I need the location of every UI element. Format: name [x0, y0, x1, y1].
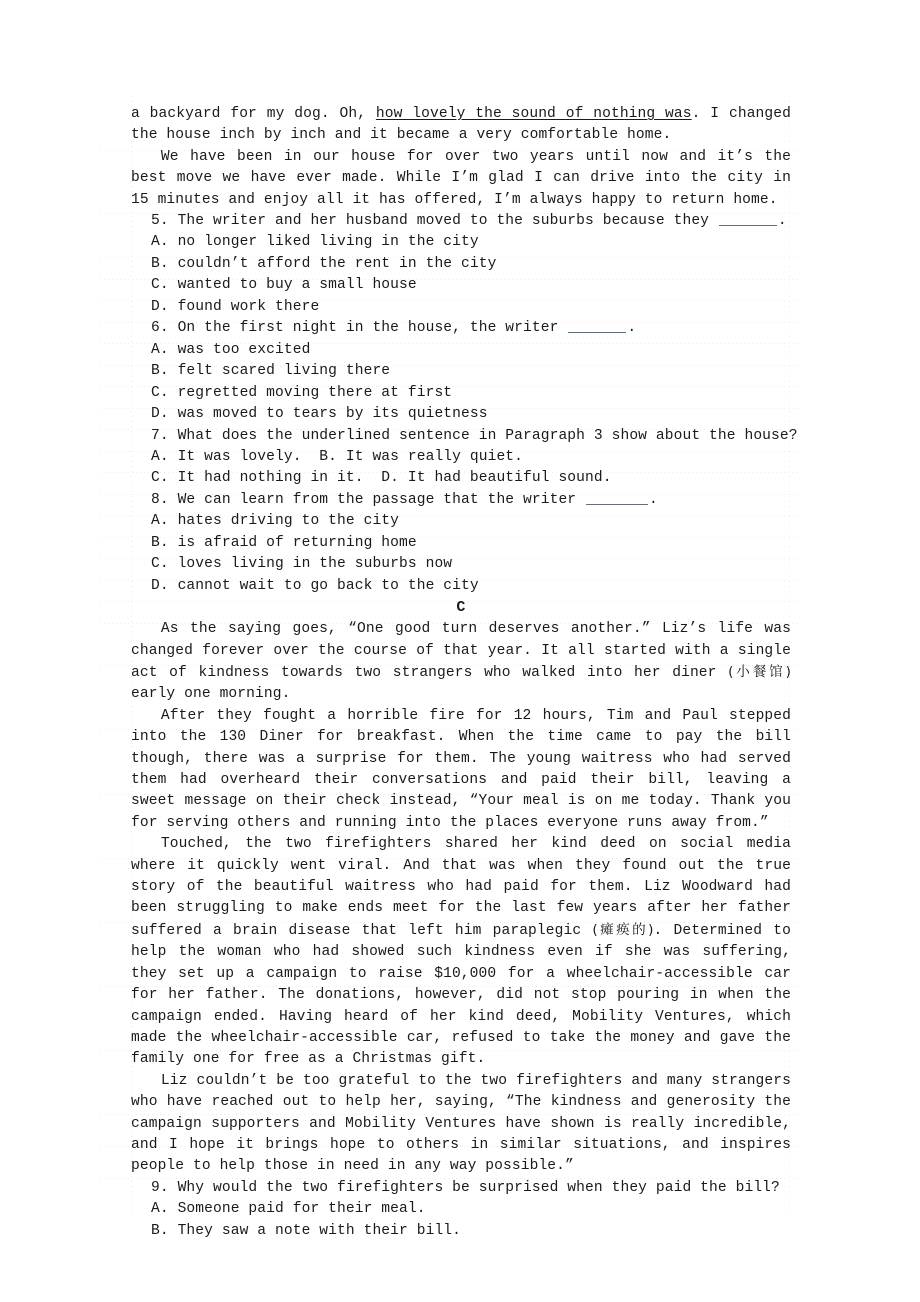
question-stem-tail: . [777, 213, 787, 230]
question-block-9 [131, 1178, 791, 1242]
section-heading-c: C [456, 599, 466, 617]
section-c-paragraph-3 [131, 834, 791, 1070]
passage-text-before-underline: a backyard for my dog. Oh, [131, 106, 376, 122]
chinese-gloss: (瘫痪的) [592, 921, 654, 938]
option-a[interactable]: A. no longer liked living in the city [151, 234, 479, 251]
option-row-cd[interactable]: C. It had nothing in it. D. It had beautiful sound. [151, 470, 612, 487]
answer-blank[interactable] [568, 319, 626, 333]
option-c[interactable]: C. loves living in the suburbs now [151, 556, 453, 573]
option-a[interactable]: A. hates driving to the city [151, 513, 400, 530]
option-a[interactable]: A. was too excited [151, 341, 311, 358]
paragraph-text: As the saying goes, “One good turn deserves another.” Liz’s life was changed forever over the course of that year. It all started with a single act of kindness towards two strangers who walked into her diner [131, 621, 791, 681]
question-stem-tail: . [627, 320, 637, 337]
option-c[interactable]: C. wanted to buy a small house [151, 277, 417, 294]
question-stem-text: 8. We can learn from the passage that the writer [151, 491, 586, 508]
question-stem-text: 5. The writer and her husband moved to the suburbs because they [151, 213, 718, 230]
answer-blank[interactable] [719, 212, 777, 226]
option-b[interactable]: B. couldn’t afford the rent in the city [151, 255, 497, 272]
question-stem-5 [131, 211, 791, 232]
answer-blank[interactable] [586, 491, 648, 505]
question-block-8 [131, 490, 791, 597]
section-c-paragraph-1 [131, 619, 791, 706]
question-stem-6 [131, 318, 791, 339]
passage-paragraph: We have been in our house for over two years until now and it’s the best move we have ever made. While I’m glad I can drive into the city in 15 minutes and enjoy all it has offered, I’m always happy to return home. [131, 148, 791, 208]
option-b[interactable]: B. is afraid of returning home [151, 534, 417, 551]
question-block-5 [131, 211, 791, 318]
question-stem-8 [131, 490, 791, 511]
paragraph-text: Touched, the two firefighters shared her kind deed on social media where it quickly went viral. And that was when they found out the true story of the beautiful waitress who had paid for them. Liz Woodward had been struggling to make ends meet for the last few years after her father suffered a brain disease that left him paraplegic [131, 836, 791, 939]
passage-paragraph-continuation [131, 104, 791, 147]
question-stem-7: 7. What does the underlined sentence in Paragraph 3 show about the house? [151, 427, 798, 444]
option-d[interactable]: D. found work there [151, 298, 320, 315]
option-b[interactable]: B. felt scared living there [151, 363, 391, 380]
option-row-ab[interactable]: A. It was lovely. B. It was really quiet. [151, 449, 524, 466]
section-c-paragraph-2: After they fought a horrible fire for 12 hours, Tim and Paul stepped into the 130 Diner for breakfast. When the time came to pay the bill though, there was a surprise for them. The young waitress who had served them had overheard their conversations and paid their bill, leaving a sweet message on their check instead, “Your meal is on me today. Thank you for serving others and running into the places everyone runs away from.” [131, 707, 791, 831]
option-d[interactable]: D. was moved to tears by its quietness [151, 406, 488, 423]
question-stem-9: 9. Why would the two firefighters be surprised when they paid the bill? [151, 1179, 780, 1196]
underlined-sentence: how lovely the sound of nothing was [375, 106, 692, 122]
page-content [131, 104, 798, 1242]
paragraph-text-tail: . Determined to help the woman who had showed such kindness even if she was suffering, they set up a campaign to raise $10,000 for a wheelchair-accessible car for her father. The donations, however, did not stop pouring in when the campaign ended. Having heard of her kind deed, Mobility Ventures, which made the wheelchair-accessible car, refused to take the money and gave the family one for free as a Christmas gift. [131, 922, 792, 1068]
option-a[interactable]: A. Someone paid for their meal. [151, 1201, 426, 1218]
option-b[interactable]: B. They saw a note with their bill. [151, 1222, 462, 1239]
option-c[interactable]: C. regretted moving there at first [151, 384, 453, 401]
question-stem-tail: . [649, 491, 658, 508]
section-c-paragraph-4: Liz couldn’t be too grateful to the two firefighters and many strangers who have reached out to help her, saying, “The kindness and generosity the campaign supporters and Mobility Ventures have shown is really incredible, and I hope it brings hope to others in similar situations, and inspires people to help those in need in any way possible.” [131, 1072, 791, 1175]
question-block-6 [131, 318, 791, 425]
question-stem-text: 6. On the first night in the house, the writer [151, 320, 568, 337]
chinese-gloss: (小餐馆) [728, 664, 792, 680]
paragraph-text-tail: early one morning. [131, 686, 291, 703]
question-block-7 [131, 426, 798, 490]
passage-text-after-underline: . I changed the house inch by inch and it became a very comfortable home. [131, 106, 791, 144]
option-d[interactable]: D. cannot wait to go back to the city [151, 577, 479, 594]
